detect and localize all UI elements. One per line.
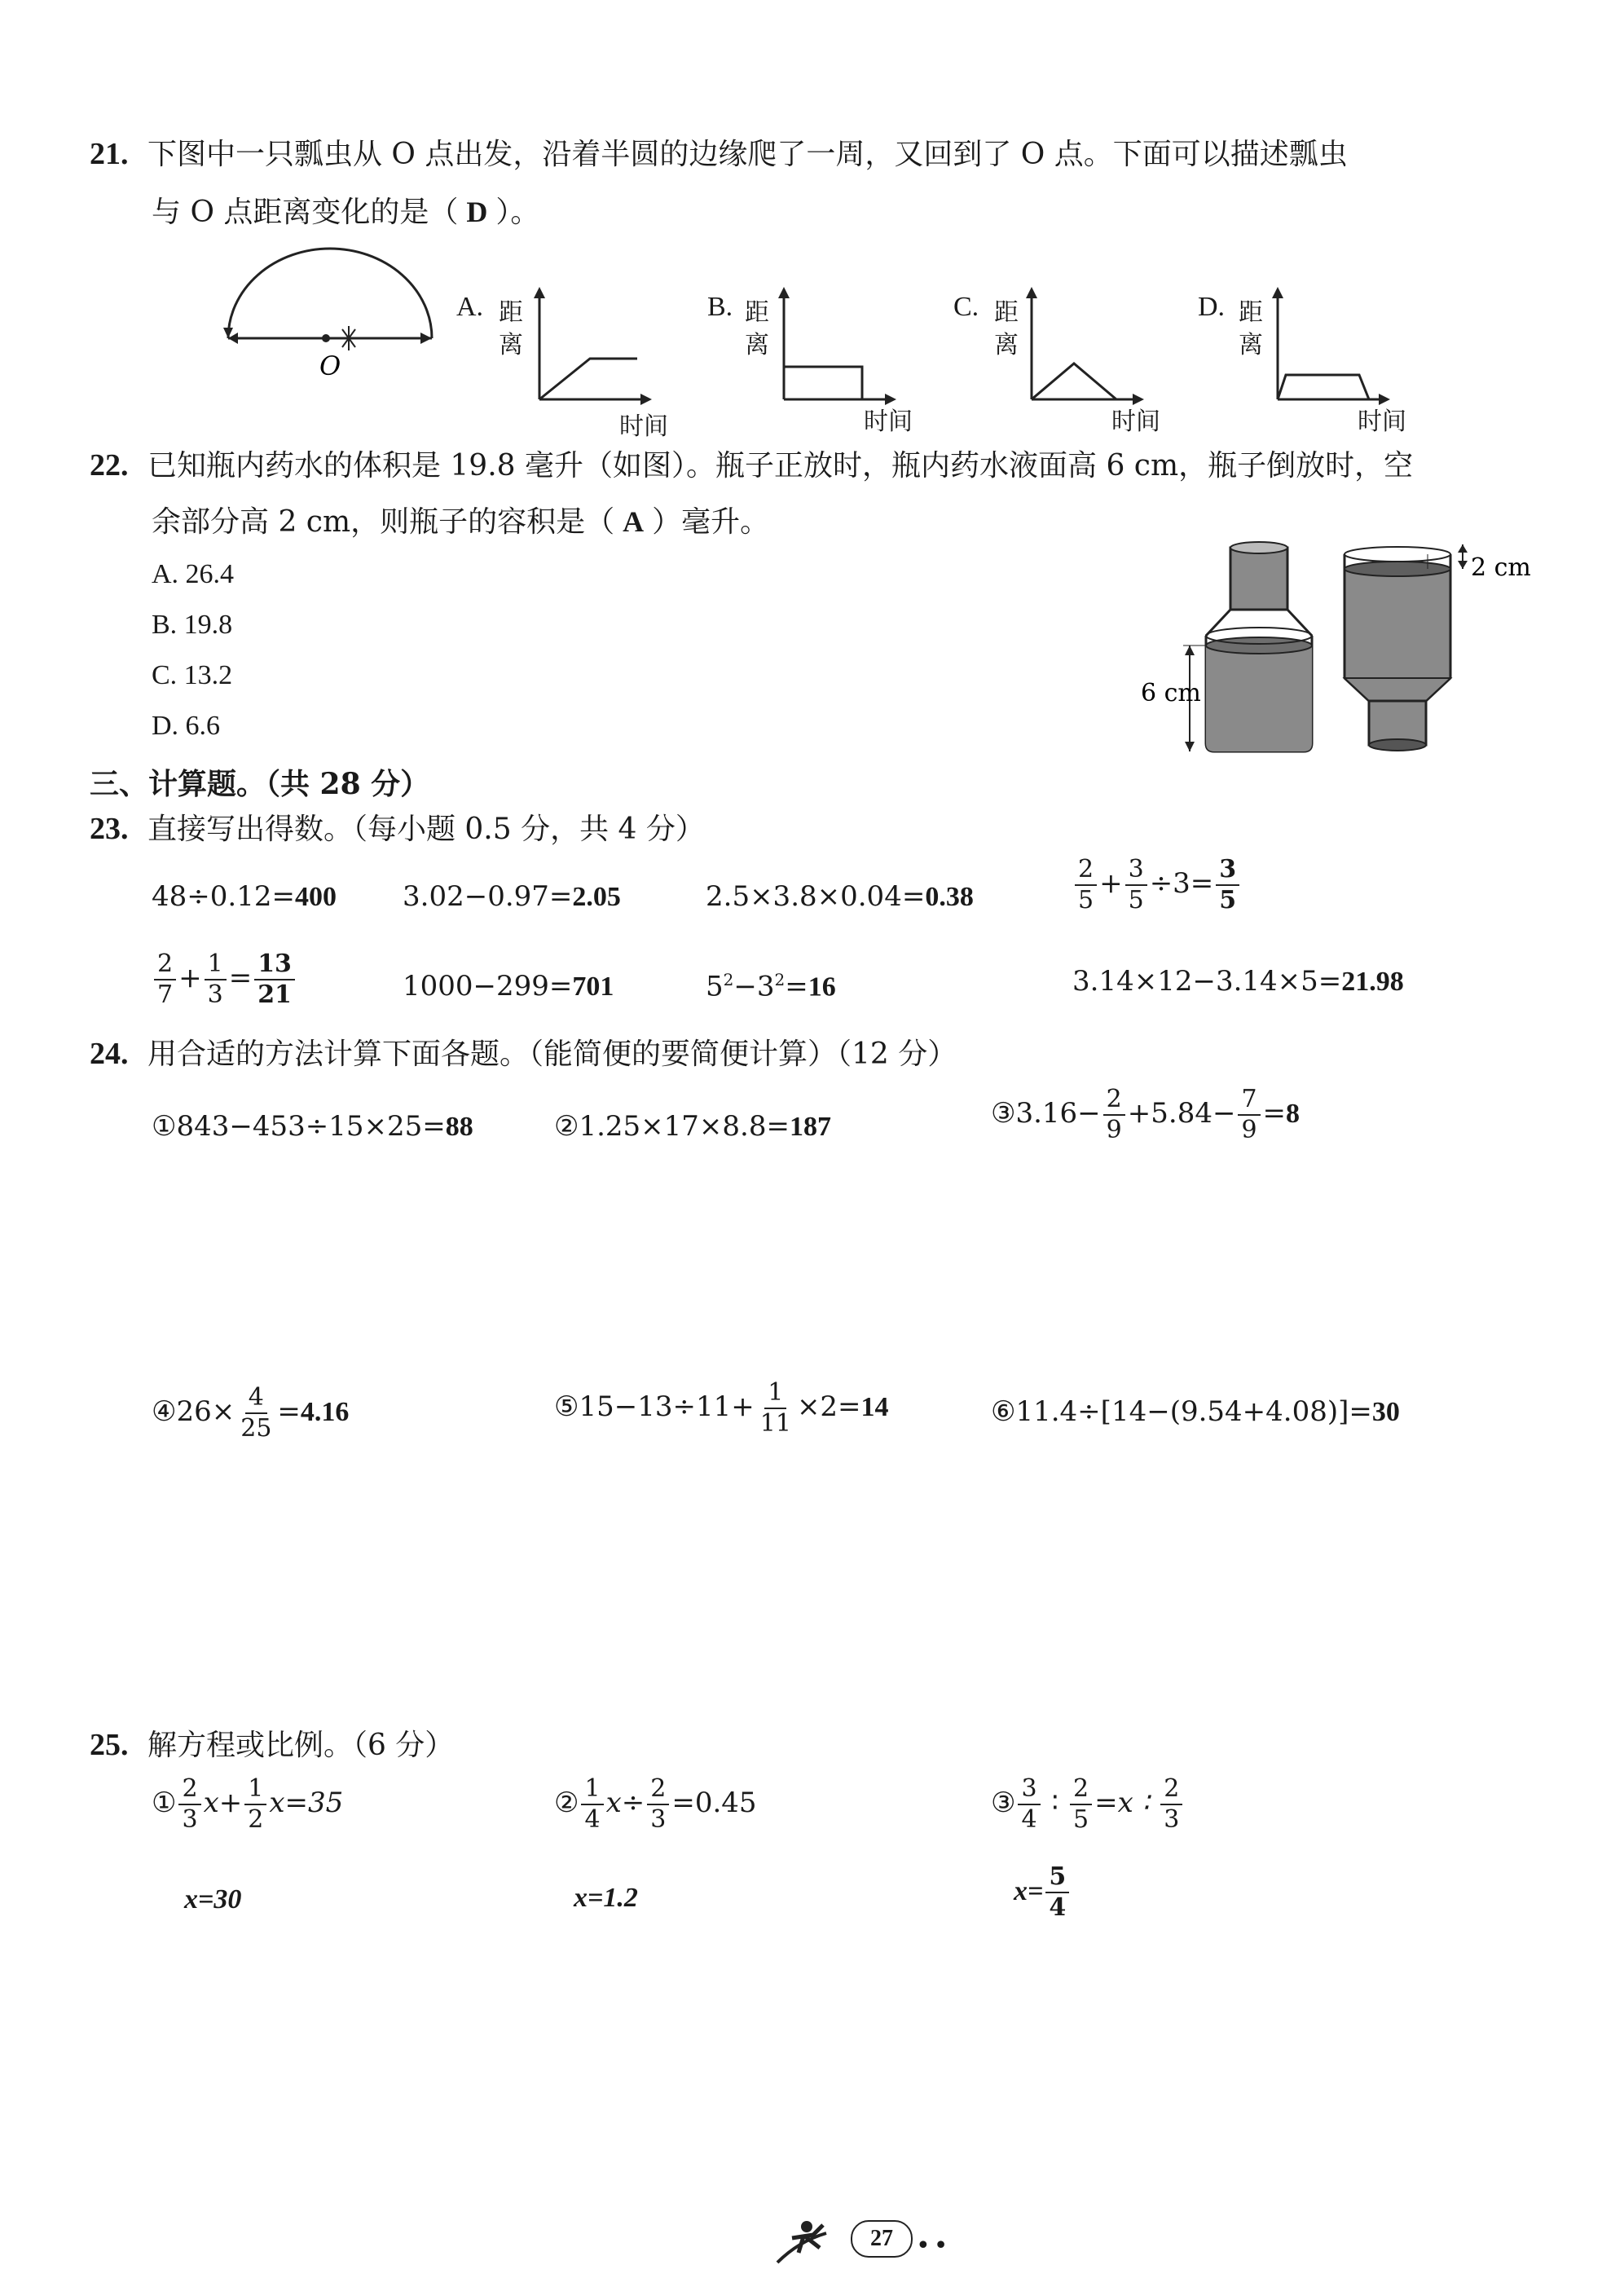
q23-e6: 1000−299=701	[403, 970, 614, 1002]
q23-e8: 3.14×12−3.14×5=21.98	[1072, 965, 1404, 998]
chart-c-ylabel-2: 离	[994, 331, 1019, 359]
q24-p4: ④26× $\frac{4}{25}$ =4.16	[152, 1383, 350, 1443]
q21-text-line2: 与 O 点距离变化的是（ D ）。	[152, 196, 540, 229]
q24-prompt: 用合适的方法计算下面各题。（能简便的要简便计算）（12 分）	[147, 1038, 957, 1071]
q22-option-a: A. 26.4	[152, 559, 235, 589]
q25-eq3-answer: x= $\frac{5}{4}$	[1014, 1865, 1072, 1920]
q24-p6: ⑥11.4÷[14−(9.54+4.08)]=30	[991, 1395, 1400, 1428]
point-o-icon	[322, 334, 330, 342]
q23-e7: $5^2-3^2=16$	[706, 970, 836, 1003]
q24-p5: ⑤15−13÷11+ $\frac{1}{11}$ ×2=14	[554, 1378, 889, 1438]
chart-d-ylabel-2: 离	[1239, 331, 1263, 359]
chart-d-xlabel: 时间	[1358, 408, 1406, 436]
q23-e1: 48÷0.12=400	[152, 880, 337, 913]
q23-header	[90, 813, 705, 844]
chart-a-ylabel-1: 距	[499, 298, 523, 327]
q25-header	[90, 1729, 454, 1760]
q21-line1: 下图中一只瓢虫从 O 点出发，沿着半圆的边缘爬了一周，又回到了 O 点。下面可以描述瓢虫	[147, 138, 1348, 171]
chart-b-option: B.	[707, 292, 733, 322]
chart-b-ylabel-2: 离	[745, 331, 769, 359]
bottle-upright	[1183, 542, 1312, 751]
arrow-right-icon	[420, 333, 432, 344]
footer-logo-icon	[774, 2217, 847, 2266]
q21-number: 21.	[90, 137, 129, 171]
q22-text-line2: 余部分高 2 cm，则瓶子的容积是（ A ）毫升。	[152, 505, 770, 539]
q24-header	[90, 1038, 957, 1069]
chart-a-xlabel: 时间	[619, 412, 668, 441]
q22-line1: 已知瓶内药水的体积是 19.8 毫升（如图）。瓶子正放时，瓶内药水液面高 6 cm，瓶子倒放时，空	[147, 449, 1414, 482]
q22-option-d: D. 6.6	[152, 711, 221, 741]
q25-eq1-answer: x=30	[184, 1884, 242, 1914]
q22-text-line1	[90, 450, 1413, 481]
footer-dots-icon: ••	[916, 2232, 952, 2260]
q21-answer: D	[466, 196, 488, 228]
ladybug-icon	[339, 326, 359, 350]
q23-prompt: 直接写出得数。（每小题 0.5 分，共 4 分）	[147, 813, 705, 846]
q23-number: 23.	[90, 812, 129, 846]
chart-b-line	[784, 367, 862, 399]
chart-c	[1022, 285, 1144, 408]
label-2cm: 2 cm	[1471, 553, 1531, 582]
q24-p2: ②1.25×17×8.8=187	[554, 1110, 831, 1143]
chart-b-ylabel-1: 距	[745, 298, 769, 327]
chart-d	[1268, 285, 1390, 408]
q23-e4: $\frac{2}{5}$ + $\frac{3}{5}$ ÷3= $\frac{3}{5}$	[1072, 857, 1242, 913]
chart-d-option: D.	[1198, 292, 1226, 322]
chart-b	[774, 285, 896, 408]
chart-c-option: C.	[953, 292, 979, 322]
chart-a-line	[539, 359, 637, 399]
q21-text-line1	[90, 139, 1348, 170]
chart-d-ylabel-1: 距	[1239, 298, 1263, 327]
origin-label: O	[319, 350, 341, 381]
q22-answer: A	[623, 505, 645, 538]
q22-option-b: B. 19.8	[152, 610, 233, 640]
chart-a-option: A.	[456, 292, 484, 322]
q23-e3: 2.5×3.8×0.04=0.38	[706, 880, 974, 913]
q25-prompt: 解方程或比例。（6 分）	[147, 1729, 455, 1762]
chart-b-xlabel: 时间	[864, 408, 913, 436]
q24-p3: ③3.16− $\frac{2}{9}$ +5.84− $\frac{7}{9}$ =8	[991, 1085, 1301, 1144]
chart-c-ylabel-1: 距	[994, 298, 1019, 327]
q23-e5: $\frac{2}{7}$ + $\frac{1}{3}$ = $\frac{13}{21}$	[152, 952, 297, 1007]
label-6cm: 6 cm	[1141, 679, 1201, 707]
q23-e2: 3.02−0.97=2.05	[403, 880, 621, 913]
q25-eq2-answer: x=1.2	[574, 1883, 638, 1913]
q22-option-c: C. 13.2	[152, 660, 233, 690]
bottle-inverted	[1345, 544, 1468, 751]
bottle-figure	[1141, 538, 1531, 758]
q25-eq3: ③ $\frac{3}{4}$ ∶ $\frac{2}{5}$ =x ∶ $\frac{2}{3}$	[991, 1777, 1185, 1832]
page-number: 27	[870, 2226, 893, 2251]
chart-c-xlabel: 时间	[1111, 408, 1160, 436]
page-number-badge	[851, 2220, 913, 2258]
chart-c-line	[1032, 364, 1116, 399]
q24-number: 24.	[90, 1037, 129, 1071]
semicircle-figure	[220, 245, 440, 383]
chart-a	[530, 285, 652, 408]
q25-eq1: ① $\frac{2}{3}$ x+ $\frac{1}{2}$ x=35	[152, 1774, 344, 1834]
q25-eq2: ② $\frac{1}{4}$ x÷ $\frac{2}{3}$ =0.45	[554, 1774, 757, 1834]
section3-title: 三、计算题。（共 28 分）	[90, 767, 430, 801]
q24-p1: ①843−453÷15×25=88	[152, 1110, 473, 1143]
q25-number: 25.	[90, 1728, 129, 1762]
chart-d-line	[1278, 375, 1369, 399]
q22-number: 22.	[90, 448, 129, 482]
chart-a-ylabel-2: 离	[499, 331, 523, 359]
